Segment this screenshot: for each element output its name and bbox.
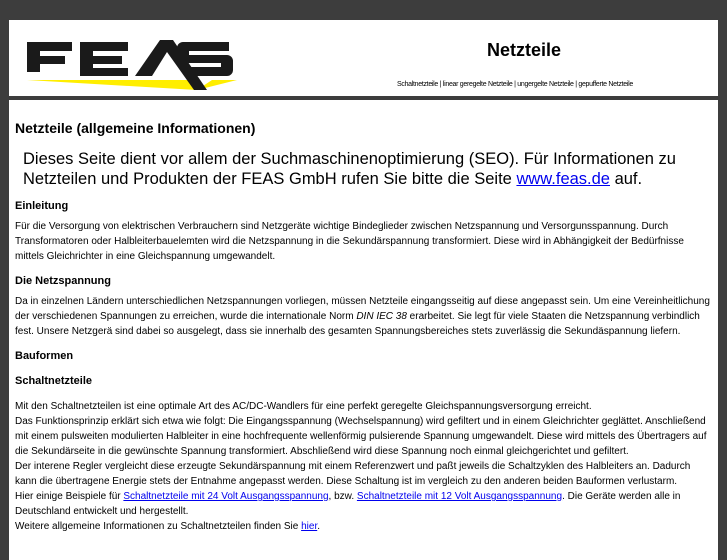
link-24v-schaltnetzteile[interactable]: Schaltnetzteile mit 24 Volt Ausgangsspannung (123, 491, 329, 502)
link-12v-schaltnetzteile[interactable]: Schaltnetzteile mit 12 Volt Ausgangsspannung (356, 491, 563, 502)
paragraph-schalt-3: Der interene Regler vergleicht diese erzeugte Sekundärspannung mit einem Referenzwert und paßt jeweils die Schaltzyklen des Halbleiters an. Dadurch kann die übertragene Energie stets der Entnahme angepasst werden. Diese Schaltung ist im vergleich zu den anderen beiden Bauformen verlustarm. (15, 461, 691, 487)
page-heading: Netzteile (allgemeine Informationen) (15, 120, 256, 136)
norm-name: DIN IEC 38 (356, 311, 407, 322)
text: Hier einige Beispiele für (15, 491, 124, 502)
text: . Die Geräte werden alle in Deutschland entwickelt und hergestellt. (15, 491, 681, 517)
paragraph-schalt-5 (15, 519, 712, 534)
nav-linear-geregelte-netzteile[interactable]: linear geregelte Netzteile (442, 81, 513, 88)
section-heading-einleitung: Einleitung (15, 200, 69, 212)
paragraph-schalt-1: Mit den Schaltnetzteilen ist eine optimale Art des AC/DC-Wandlers für eine perfekt geregelte Gleichspannungsversorgung erreicht. (15, 401, 592, 412)
main-content (9, 100, 718, 560)
section-heading-schaltnetzteile: Schaltnetzteile (15, 375, 93, 387)
nav-schaltnetzteile[interactable]: Schaltnetzteile (397, 81, 439, 88)
top-navigation: Schaltnetzteile | linear geregelte Netzteile | ungergelte Netzteile | gepufferte Netzteile (397, 81, 633, 88)
feas-website-link[interactable]: www.feas.de (516, 170, 610, 188)
paragraph-einleitung: Für die Versorgung von elektrischen Verbrauchern sind Netzgeräte wichtige Bindeglieder zwischen Netzspannung und Versorgunsspannung. Durch Transformatoren oder Halbleiterbauelemten wird die Netzspannung in die Sekundärspannung transformiert. Diese wird in Abhängigkeit der Bedürfnisse mittels Gleichrichter in eine Gleichspannung umgewandelt. (15, 221, 684, 262)
text: , bzw. (328, 491, 357, 502)
paragraph-netzspannung (15, 294, 712, 339)
nav-ungeregelte-netzteile[interactable]: ungergelte Netzteile (517, 81, 574, 88)
paragraph-schalt-2: Das Funktionsprinzip erklärt sich etwa wie folgt: Die Eingangsspannung (Wechselspannung) wird gefiltert und in einem Gleichrichter geglättet. Anschließend mit einem pulsweiten modulierten Halbleiter in eine hochfrequente wellenförmig pulsierende Spannung umgewandelt. Diese wird mittels des Übertragers auf die Sekundärseite in die gewünschte Spannung transformiert. Abschließend wird diese Spannung noch einmal gleichgerichtet und gefiltert. (15, 416, 707, 457)
paragraph-schalt-4 (15, 489, 712, 519)
seo-text: Dieses Seite dient vor allem der Suchmaschinenoptimierung (SEO). Für Informationen zu Netzteilen und Produkten der FEAS GmbH rufen Sie bitte die Seite (23, 150, 676, 188)
feas-logo[interactable] (17, 32, 239, 95)
header (9, 20, 718, 96)
text: . (317, 521, 320, 532)
text: erarbeitet. Sie legt für viele Staaten die Netzspannung verbindlich fest. Unsere Netzgerä sind dabei so ausgelegt, dass sie innerhalb des gesamten Spannungsbereiches stets zuverlässig die Sekundäspannung liefern. (15, 311, 700, 337)
seo-notice (23, 149, 712, 189)
text: Weitere allgemeine Informationen zu Schaltnetzteilen finden Sie (15, 521, 302, 532)
site-title: Netzteile (487, 40, 562, 60)
section-heading-netzspannung: Die Netzspannung (15, 275, 111, 287)
nav-gepufferte-netzteile[interactable]: gepufferte Netzteile (578, 81, 633, 88)
section-heading-bauformen: Bauformen (15, 350, 74, 362)
link-hier[interactable]: hier (301, 521, 318, 532)
seo-text-end: auf. (609, 170, 643, 188)
text: Da in einzelnen Ländern unterschiedlichen Netzspannungen vorliegen, müssen Netzteile eingangsseitig auf diese angepasst sein. Um eine Vereinheitlichung der verschiedenen Spannungen zu erreichen, wurde die internationale Norm (15, 296, 710, 322)
